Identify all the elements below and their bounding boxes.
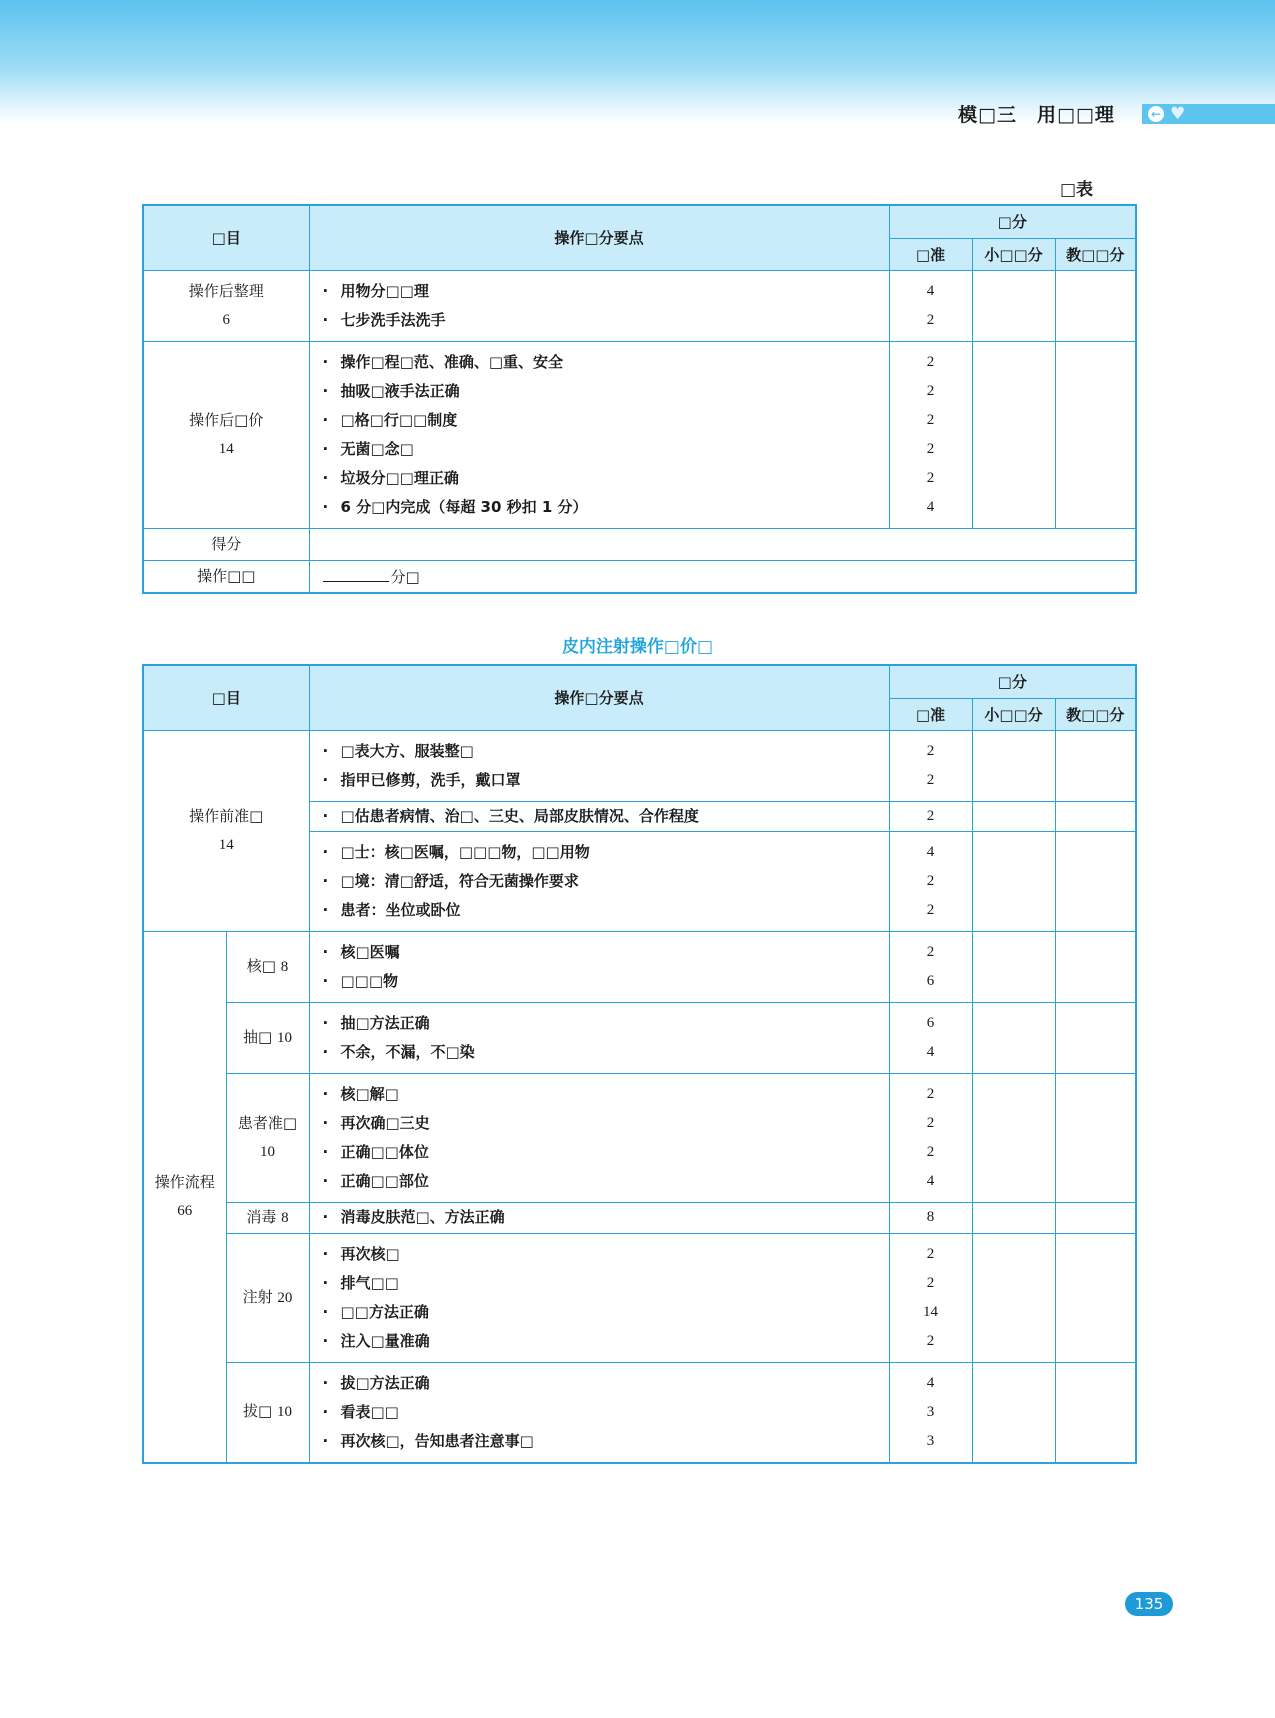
row-items xyxy=(309,831,889,931)
row-scores: 4 2 2 xyxy=(889,831,972,931)
list-item: · □境：清□舒适，符合无菌操作要求 xyxy=(310,867,889,896)
step-label: 注射 20 xyxy=(226,1233,309,1362)
header-teacher-eval: 教□□分 xyxy=(1055,698,1136,730)
header-group-eval: 小□□分 xyxy=(972,698,1055,730)
list-item: · 不余，不漏，不□染 xyxy=(310,1038,889,1067)
section-title: 皮内注射操作□价□ xyxy=(561,637,714,657)
table-row xyxy=(143,931,1136,1002)
list-item: · □表大方、服装整□ xyxy=(310,737,889,766)
teacher-eval-cell[interactable] xyxy=(1055,1073,1136,1202)
table-caption: □表 xyxy=(1060,180,1094,200)
row-items xyxy=(309,931,889,1002)
header-standard: □准 xyxy=(889,238,972,270)
list-item: · 无菌□念□ xyxy=(310,435,889,464)
table-row xyxy=(143,1233,1136,1362)
teacher-eval-cell[interactable] xyxy=(1055,341,1136,528)
group-eval-cell[interactable] xyxy=(972,1233,1055,1362)
row-label: 操作后整理 6 xyxy=(143,270,309,341)
score-table-1 xyxy=(142,204,1137,594)
row-items xyxy=(309,801,889,831)
prep-label: 操作前准□ 14 xyxy=(143,730,309,931)
group-eval-cell[interactable] xyxy=(972,931,1055,1002)
group-eval-cell[interactable] xyxy=(972,1202,1055,1233)
table-row xyxy=(143,270,1136,341)
list-item: · 操作□程□范、准确、□重、安全 xyxy=(310,348,889,377)
list-item: · 患者：坐位或卧位 xyxy=(310,896,889,925)
header-group-eval: 小□□分 xyxy=(972,238,1055,270)
list-item: · 正确□□体位 xyxy=(310,1138,889,1167)
table-row xyxy=(143,528,1136,560)
score-label: 得分 xyxy=(143,528,309,560)
group-eval-cell[interactable] xyxy=(972,1073,1055,1202)
list-item: · 再次核□，告知患者注意事□ xyxy=(310,1427,889,1456)
group-eval-cell[interactable] xyxy=(972,270,1055,341)
list-item: · 指甲已修剪，洗手，戴口罩 xyxy=(310,766,889,795)
module-title: 模□三 用□□理 xyxy=(958,104,1115,126)
teacher-eval-cell[interactable] xyxy=(1055,1362,1136,1463)
list-item: · 用物分□□理 xyxy=(310,277,889,306)
duration-field[interactable]: 分□ xyxy=(309,560,1136,593)
left-arrow-circle-icon: ← xyxy=(1148,106,1164,122)
table-row xyxy=(143,1002,1136,1073)
row-scores: 4 2 xyxy=(889,270,972,341)
list-item: · □□□物 xyxy=(310,967,889,996)
teacher-eval-cell[interactable] xyxy=(1055,270,1136,341)
list-item: · □格□行□□制度 xyxy=(310,406,889,435)
list-item: · 核□解□ xyxy=(310,1080,889,1109)
flow-label: 操作流程 66 xyxy=(143,931,226,1463)
group-eval-cell[interactable] xyxy=(972,831,1055,931)
header-item: □目 xyxy=(143,665,309,730)
teacher-eval-cell[interactable] xyxy=(1055,1002,1136,1073)
row-scores: 6 4 xyxy=(889,1002,972,1073)
row-scores: 2 xyxy=(889,801,972,831)
list-item: · □估患者病情、治□、三史、局部皮肤情况、合作程度 xyxy=(310,802,889,831)
header-standard: □准 xyxy=(889,698,972,730)
row-items xyxy=(309,270,889,341)
table-row xyxy=(143,730,1136,801)
list-item: · 垃圾分□□理正确 xyxy=(310,464,889,493)
row-items xyxy=(309,730,889,801)
row-label: 操作后□价 14 xyxy=(143,341,309,528)
table-row xyxy=(143,1362,1136,1463)
step-label: 抽□ 10 xyxy=(226,1002,309,1073)
table-row xyxy=(143,341,1136,528)
row-items xyxy=(309,1073,889,1202)
row-scores: 2 2 14 2 xyxy=(889,1233,972,1362)
blank-line xyxy=(323,567,389,582)
duration-label: 操作□□ xyxy=(143,560,309,593)
header-points: 操作□分要点 xyxy=(309,205,889,270)
header-teacher-eval: 教□□分 xyxy=(1055,238,1136,270)
teacher-eval-cell[interactable] xyxy=(1055,831,1136,931)
row-scores: 2 2 2 2 2 4 xyxy=(889,341,972,528)
row-scores: 2 2 xyxy=(889,730,972,801)
step-label: 消毒 8 xyxy=(226,1202,309,1233)
row-items xyxy=(309,1002,889,1073)
group-eval-cell[interactable] xyxy=(972,730,1055,801)
list-item: · 6 分□内完成（每超 30 秒扣 1 分） xyxy=(310,493,889,522)
group-eval-cell[interactable] xyxy=(972,801,1055,831)
teacher-eval-cell[interactable] xyxy=(1055,1202,1136,1233)
teacher-eval-cell[interactable] xyxy=(1055,931,1136,1002)
table-row xyxy=(143,1073,1136,1202)
group-eval-cell[interactable] xyxy=(972,1362,1055,1463)
header-score: □分 xyxy=(889,665,1136,698)
header-item: □目 xyxy=(143,205,309,270)
step-label: 患者准□ 10 xyxy=(226,1073,309,1202)
teacher-eval-cell[interactable] xyxy=(1055,1233,1136,1362)
score-table-2 xyxy=(142,664,1137,1464)
list-item: · 消毒皮肤范□、方法正确 xyxy=(310,1203,889,1232)
list-item: · 再次确□三史 xyxy=(310,1109,889,1138)
list-item: · 抽吸□液手法正确 xyxy=(310,377,889,406)
row-items xyxy=(309,1362,889,1463)
list-item: · 排气□□ xyxy=(310,1269,889,1298)
score-field[interactable] xyxy=(309,528,1136,560)
step-label: 拔□ 10 xyxy=(226,1362,309,1463)
header-tab xyxy=(1142,104,1275,124)
list-item: · □士：核□医嘱，□□□物，□□用物 xyxy=(310,838,889,867)
row-items xyxy=(309,1233,889,1362)
heart-icon: ♥ xyxy=(1170,104,1186,124)
group-eval-cell[interactable] xyxy=(972,1002,1055,1073)
list-item: · 再次核□ xyxy=(310,1240,889,1269)
header-score: □分 xyxy=(889,205,1136,238)
list-item: · 注入□量准确 xyxy=(310,1327,889,1356)
teacher-eval-cell[interactable] xyxy=(1055,730,1136,801)
list-item: · 核□医嘱 xyxy=(310,938,889,967)
table-row xyxy=(143,1202,1136,1233)
row-scores: 8 xyxy=(889,1202,972,1233)
list-item: · 拔□方法正确 xyxy=(310,1369,889,1398)
row-scores: 4 3 3 xyxy=(889,1362,972,1463)
row-items xyxy=(309,1202,889,1233)
list-item: · 看表□□ xyxy=(310,1398,889,1427)
step-label: 核□ 8 xyxy=(226,931,309,1002)
table-row xyxy=(143,560,1136,593)
teacher-eval-cell[interactable] xyxy=(1055,801,1136,831)
list-item: · 正确□□部位 xyxy=(310,1167,889,1196)
list-item: · □□方法正确 xyxy=(310,1298,889,1327)
group-eval-cell[interactable] xyxy=(972,341,1055,528)
page-number: 135 xyxy=(1125,1592,1173,1616)
list-item: · 七步洗手法洗手 xyxy=(310,306,889,335)
header-points: 操作□分要点 xyxy=(309,665,889,730)
list-item: · 抽□方法正确 xyxy=(310,1009,889,1038)
row-items xyxy=(309,341,889,528)
row-scores: 2 6 xyxy=(889,931,972,1002)
row-scores: 2 2 2 4 xyxy=(889,1073,972,1202)
